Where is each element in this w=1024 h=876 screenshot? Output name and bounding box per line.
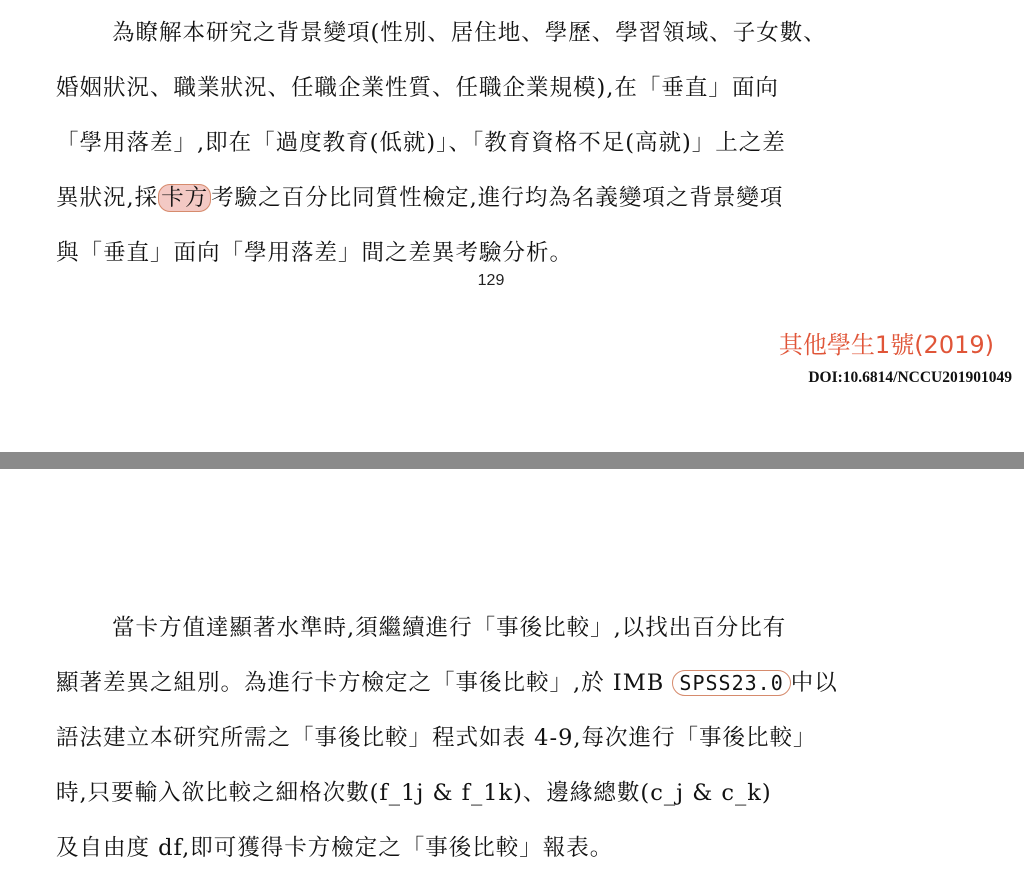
doi-label: DOI:10.6814/NCCU201901049 xyxy=(808,369,1012,386)
document-page-bottom xyxy=(0,469,1024,876)
watermark-text: 其他學生1號(2019) xyxy=(778,331,994,359)
paragraph-line-5: 與「垂直」面向「學用落差」間之差異考驗分析。 xyxy=(56,240,574,266)
page-number: 129 xyxy=(477,272,505,289)
line-4-start: 異狀況,採 xyxy=(56,185,159,211)
post-hoc-line-3: 語法建立本研究所需之「事後比較」程式如表 4-9,每次進行「事後比較」 xyxy=(56,725,817,751)
page-divider xyxy=(0,452,1024,469)
highlighted-chi-square-text: 卡方 xyxy=(158,184,211,212)
post-hoc-line-5: 及自由度 df,即可獲得卡方檢定之「事後比較」報表。 xyxy=(56,835,614,861)
paragraph-line-4 xyxy=(56,183,783,213)
circled-spss-version: SPSS23.0 xyxy=(672,670,790,696)
paragraph-line-1: 為瞭解本研究之背景變項(性別、居住地、學歷、學習領域、子女數、 xyxy=(112,20,827,46)
paragraph-line-3: 「學用落差」,即在「過度教育(低就)」、「教育資格不足(高就)」上之差 xyxy=(56,130,786,156)
line-2-start: 顯著差異之組別。為進行卡方檢定之「事後比較」,於 IMB xyxy=(56,670,673,696)
line-2-end: 中以 xyxy=(790,670,838,696)
line-4-end: 考驗之百分比同質性檢定,進行均為名義變項之背景變項 xyxy=(211,185,784,211)
paragraph-line-2: 婚姻狀況、職業狀況、任職企業性質、任職企業規模),在「垂直」面向 xyxy=(56,75,779,101)
post-hoc-line-4: 時,只要輸入欲比較之細格次數(f_1j & f_1k)、邊緣總數(c_j & c_k) xyxy=(56,780,772,806)
post-hoc-line-2 xyxy=(56,668,838,698)
post-hoc-line-1: 當卡方值達顯著水準時,須繼續進行「事後比較」,以找出百分比有 xyxy=(112,615,787,641)
